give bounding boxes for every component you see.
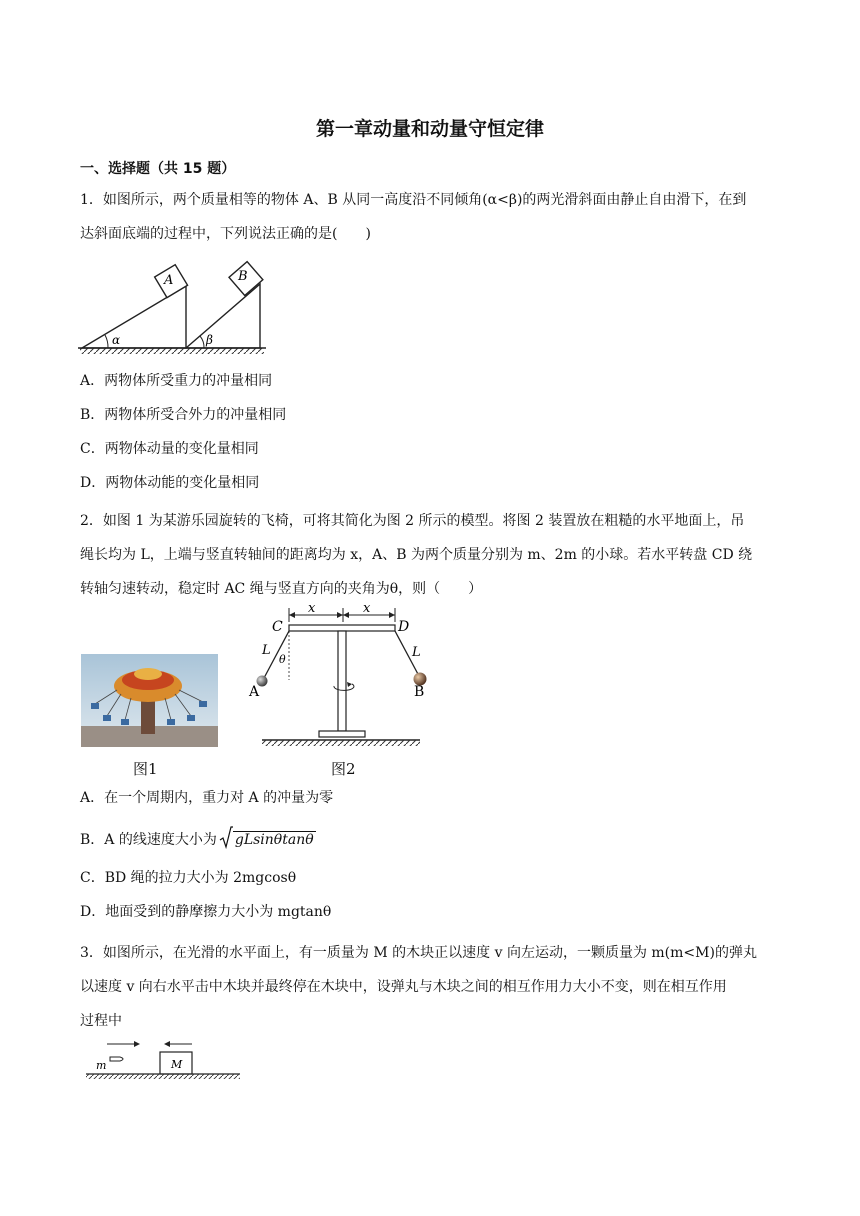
base-plate (319, 731, 365, 737)
question-2-option-d: D．地面受到的静摩擦力大小为 mgtanθ (80, 904, 332, 920)
sqrt-radicand: gLsinθtanθ (234, 832, 314, 848)
question-1-figure (78, 256, 268, 356)
question-1-option-a: A．两物体所受重力的冲量相同 (80, 373, 273, 389)
question-3-stem-line-1: 3．如图所示，在光滑的水平面上，有一质量为 M 的木块正以速度 v 向左运动，一颗质量为 m(m<M)的弹丸 (80, 945, 757, 961)
turntable-cd (289, 625, 395, 631)
dim-x-left: x (308, 601, 316, 616)
question-2-figure-2 (244, 600, 444, 752)
figure-1-caption: 图1 (133, 760, 158, 778)
question-3-figure (82, 1036, 244, 1082)
sqrt-formula (219, 826, 316, 850)
label-ball-a: A (249, 684, 260, 700)
label-l-left: L (262, 643, 271, 658)
question-1-option-d: D．两物体动能的变化量相同 (80, 475, 260, 491)
swing-ride-photo (81, 654, 218, 747)
question-2-option-b-text: B．A 的线速度大小为 (80, 832, 217, 848)
question-2-option-c: C．BD 绳的拉力大小为 2mgcosθ (80, 870, 297, 886)
question-1-option-b: B．两物体所受合外力的冲量相同 (80, 407, 287, 423)
question-2-stem-line-3: 转轴匀速转动，稳定时 AC 绳与竖直方向的夹角为θ，则（ ） (80, 581, 483, 597)
angle-alpha-label: α (112, 333, 121, 347)
question-1-stem-line-2: 达斜面底端的过程中，下列说法正确的是( ) (80, 226, 371, 242)
question-2-option-b (80, 826, 316, 850)
question-1-option-c: C．两物体动量的变化量相同 (80, 441, 259, 457)
question-1-stem-line-1: 1．如图所示，两个质量相等的物体 A、B 从同一高度沿不同倾角(α<β)的两光滑斜面由静止自由滑下，在到 (80, 192, 747, 208)
label-big-m: M (171, 1058, 183, 1071)
label-c: C (272, 619, 283, 635)
label-d: D (398, 619, 410, 635)
question-2-option-a: A．在一个周期内，重力对 A 的冲量为零 (80, 790, 334, 806)
angle-alpha-arc (105, 335, 108, 348)
vertical-shaft (338, 631, 346, 731)
label-m: m (96, 1059, 107, 1072)
question-2-stem-line-1: 2．如图 1 为某游乐园旋转的飞椅，可将其简化为图 2 所示的模型。将图 2 装置放在粗糙的水平地面上，吊 (80, 513, 745, 529)
label-theta: θ (279, 653, 286, 666)
question-3-stem-line-2: 以速度 v 向右水平击中木块并最终停在木块中，设弹丸与木块之间的相互作用力大小不变，则在相互作用 (80, 979, 727, 995)
label-l-right: L (412, 645, 421, 660)
section-heading: 一、选择题（共 15 题） (80, 161, 236, 177)
block-a-label: A (164, 273, 174, 288)
angle-beta-arc (200, 336, 204, 348)
question-3-stem-line-3: 过程中 (80, 1013, 122, 1029)
figure-2-caption: 图2 (331, 760, 356, 778)
dim-x-right: x (363, 601, 371, 616)
bullet-m (110, 1057, 123, 1061)
label-ball-b: B (414, 684, 425, 700)
page-title: 第一章动量和动量守恒定律 (315, 118, 544, 140)
angle-beta-label: β (206, 333, 213, 347)
incline-beta (186, 284, 260, 348)
block-b-label: B (238, 269, 248, 284)
ground-hatch (80, 348, 264, 354)
question-2-stem-line-2: 绳长均为 L，上端与竖直转轴间的距离均为 x，A、B 为两个质量分别为 m、2m 的小球。若水平转盘 CD 绕 (80, 547, 753, 563)
